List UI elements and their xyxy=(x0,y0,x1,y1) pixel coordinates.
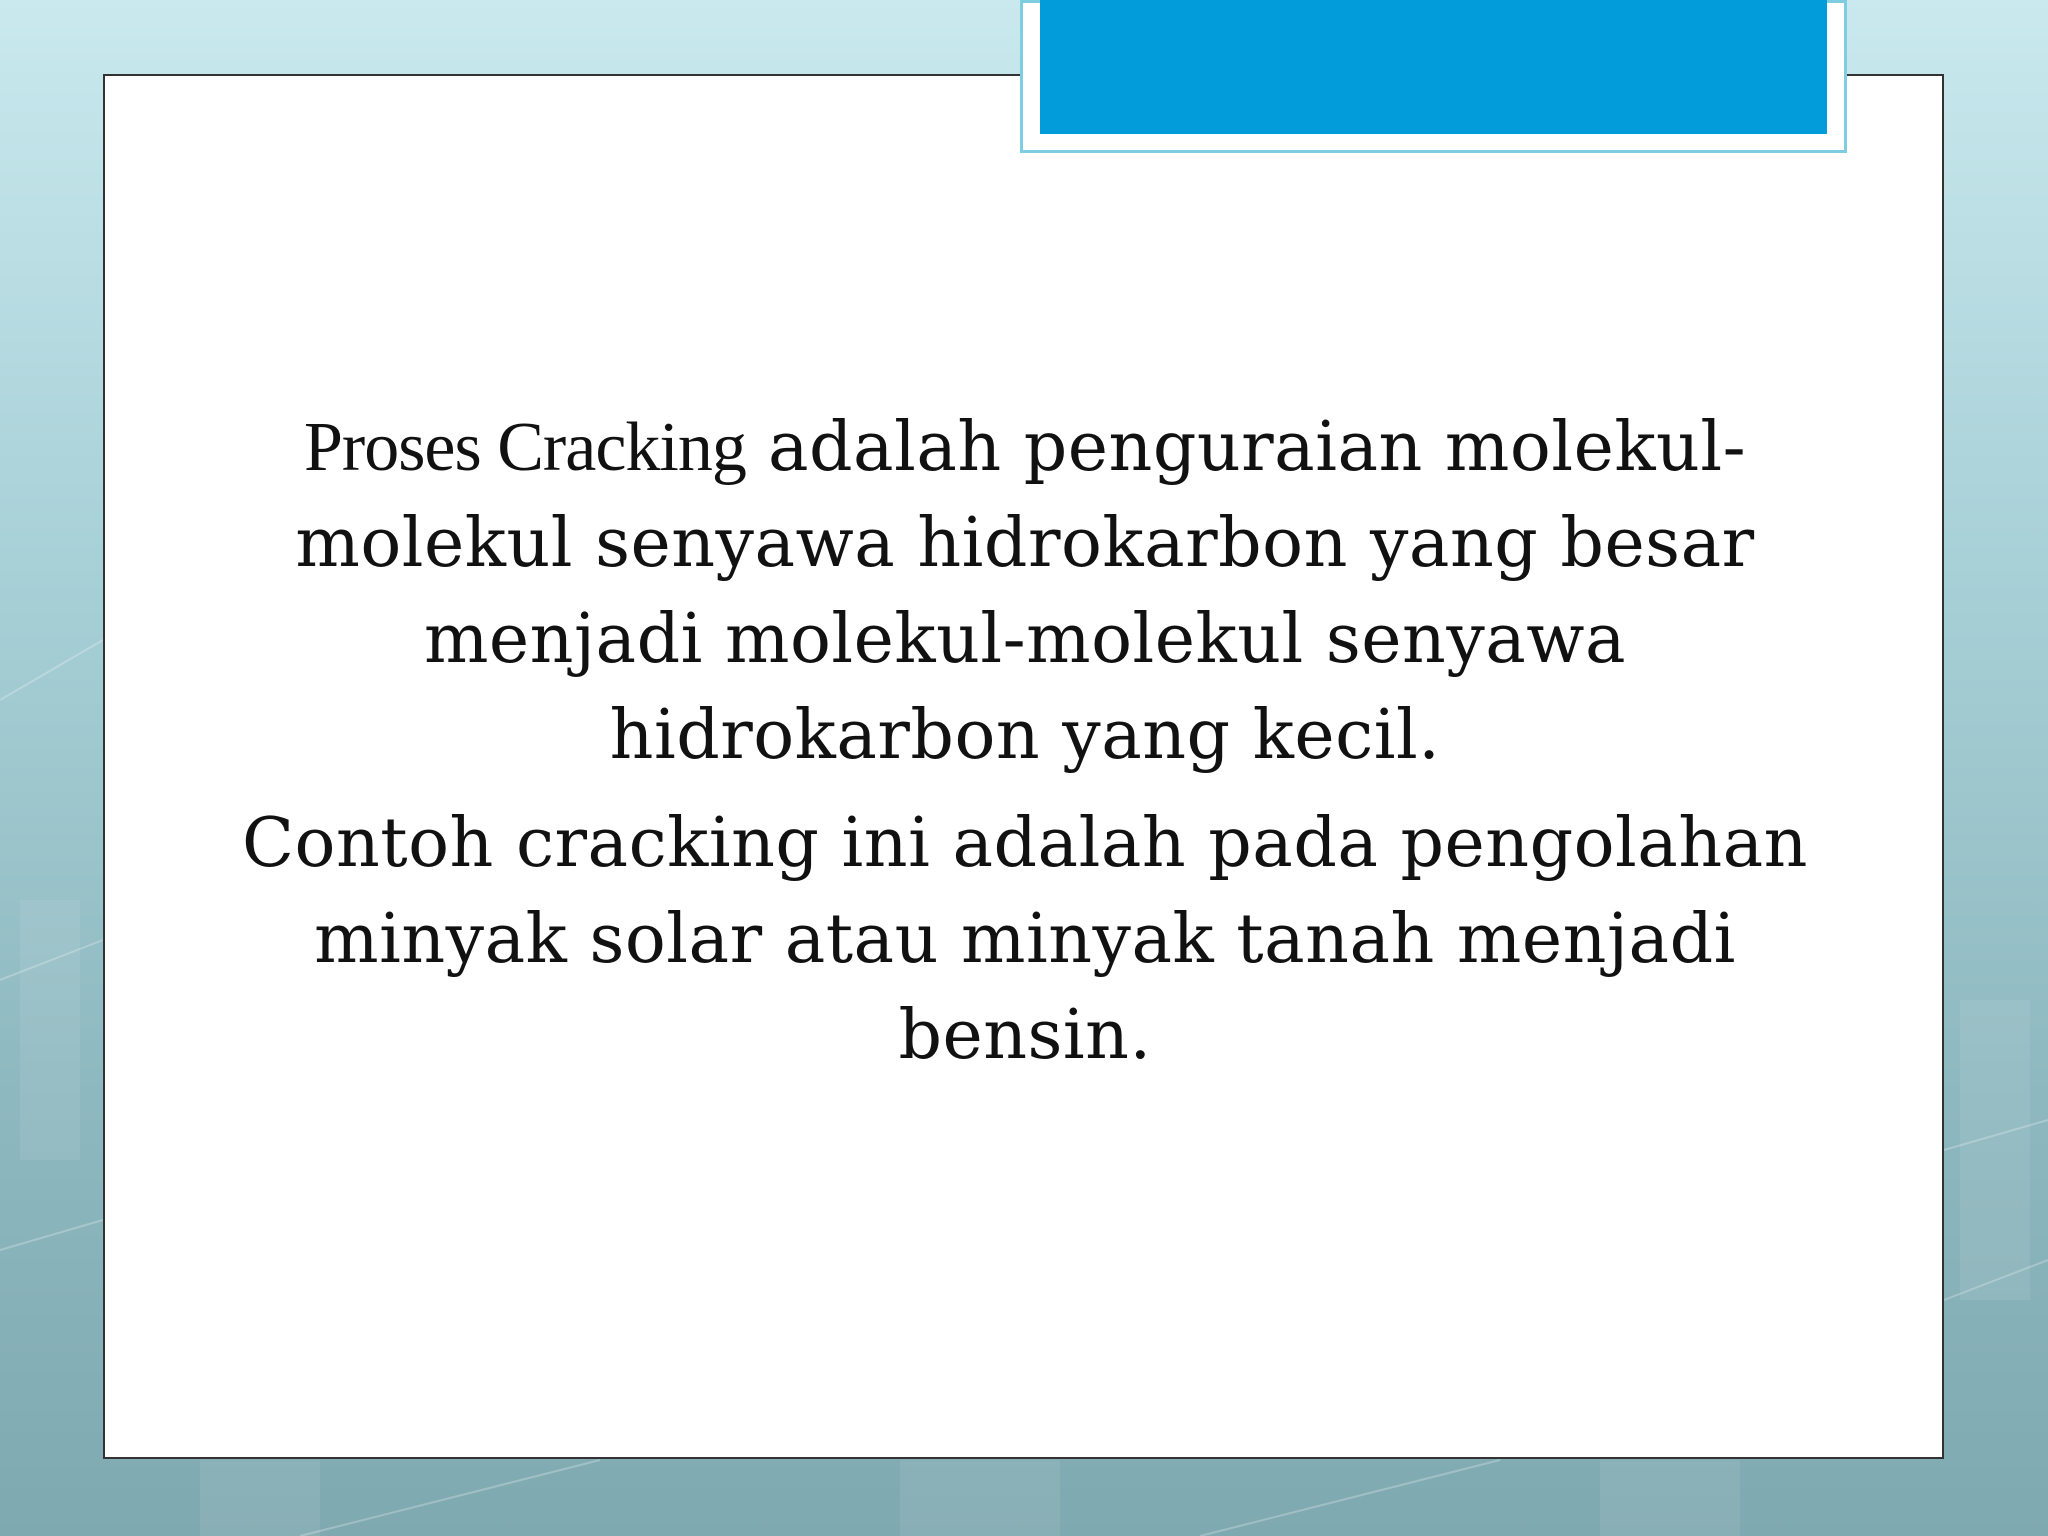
slide-body-text xyxy=(230,400,1820,1084)
paragraph-example xyxy=(230,796,1820,1084)
example-text: Contoh cracking ini adalah pada pengolahan minyak solar atau minyak tanah menjadi bensin. xyxy=(242,804,1808,1075)
paragraph-definition xyxy=(230,400,1820,784)
title-placeholder-bar xyxy=(1040,0,1827,134)
definition-text: adalah penguraian molekul-molekul senyawa hidrokarbon yang besar menjadi molekul-molekul senyawa hidrokarbon yang kecil. xyxy=(295,408,1755,775)
term-proses-cracking: Proses Cracking xyxy=(303,409,746,486)
